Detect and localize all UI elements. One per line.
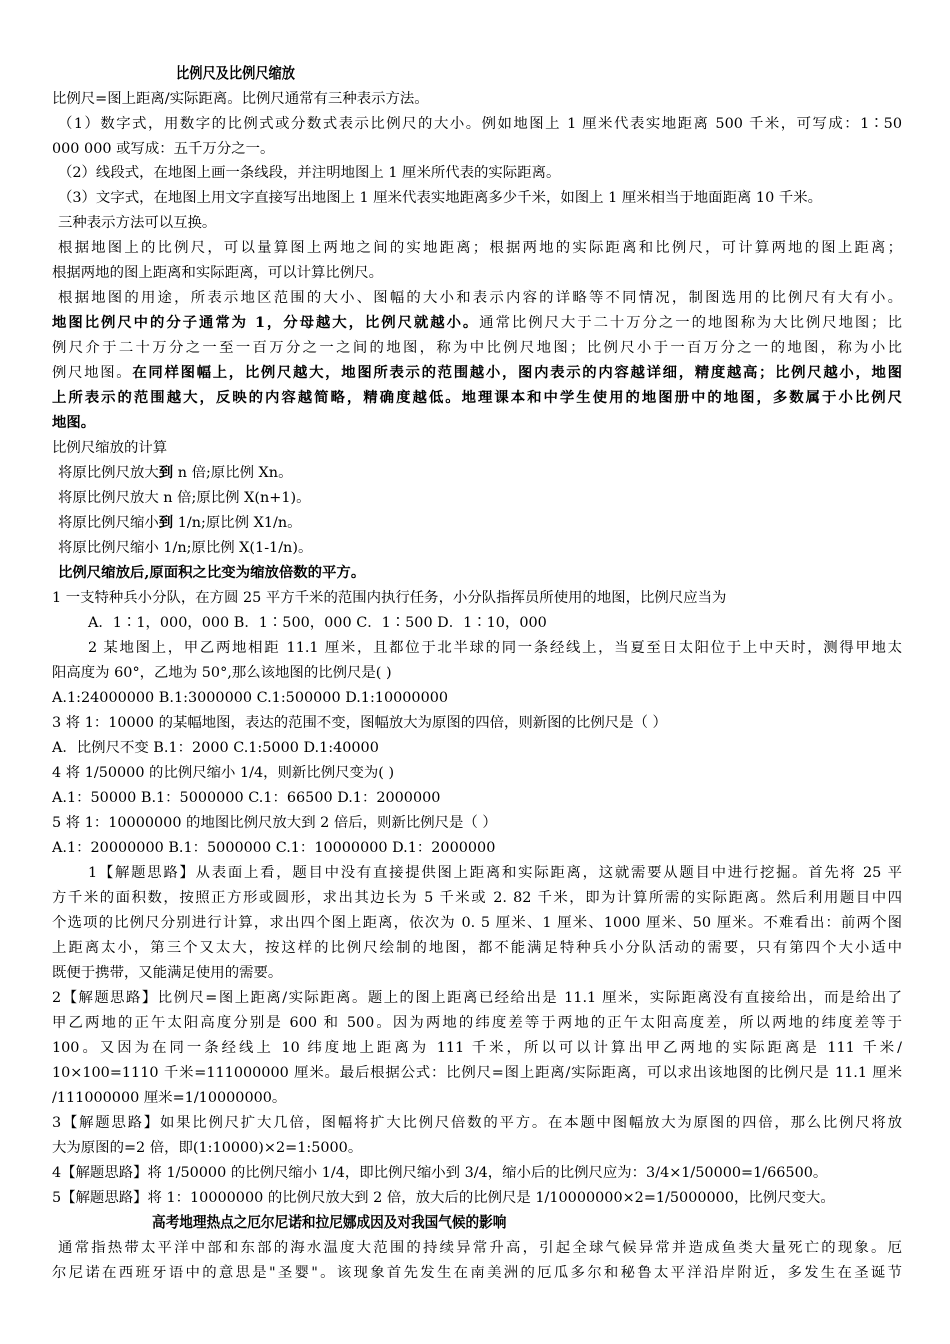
- answer-line: 1【解题思路】从表面上看，题目中没有直接提供图上距离和实际距离，这就需要从题目中进行挖掘。首先将 25 平: [88, 865, 902, 881]
- calc-rule: 将原比例尺缩小到 1/n;原比例 X1/n。: [58, 514, 302, 531]
- paragraph-text: 通常比例尺大于二十万分之一的地图称为大比例尺地图；比: [479, 315, 902, 331]
- question-options: A.1：50000 B.1：5000000 C.1：66500 D.1：2000000: [52, 790, 441, 806]
- calc-heading: 比例尺缩放的计算: [52, 440, 168, 456]
- answer-line: 5【解题思路】将 1：10000000 的比例尺放大到 2 倍，放大后的比例尺是 1/10000000×2=1/5000000，比例尺变大。: [52, 1190, 835, 1206]
- calc-rule: 将原比例尺放大 n 倍;原比例 X(n+1)。: [58, 490, 311, 506]
- paragraph-line: 根据两地的图上距离和实际距离，可以计算比例尺。: [52, 265, 383, 281]
- question-line: 3 将 1：10000 的某幅地图，表达的范围不变，图幅放大为原图的四倍，则新图的比例尺是（ ）: [52, 715, 667, 731]
- paragraph-line: 比例尺=图上距离/实际距离。比例尺通常有三种表示方法。: [52, 91, 429, 107]
- answer-line: 大为原图的=2 倍，即(1:10000)×2=1:5000。: [52, 1140, 363, 1156]
- paragraph-line: 三种表示方法可以互换。: [58, 215, 217, 231]
- answer-line: 甲乙两地的正午太阳高度分别是 600 和 500。因为两地的纬度差等于两地的正午太阳高度差，所以两地的纬度差等于: [52, 1015, 902, 1031]
- calc-rule: 将原比例尺缩小 1/n;原比例 X(1-1/n)。: [58, 540, 313, 556]
- paragraph-text: 例尺地图。: [52, 365, 133, 381]
- paragraph-line: 根据地图的用途，所表示地区范围的大小、图幅的大小和表示内容的详略等不同情况，制图选用的比例尺有大有小。: [58, 290, 902, 306]
- question-options: A．1∶1，000，000 B．1∶500，000 C．1∶500 D．1∶10，000: [88, 615, 547, 631]
- question-line: 5 将 1：10000000 的地图比例尺放大到 2 倍后，则新比例尺是（ ）: [52, 815, 497, 831]
- paragraph-line: （3）文字式，在地图上用文字直接写出地图上 1 厘米代表实地距离多少千米，如图上 1 厘米相当于地面距离 10 千米。: [58, 190, 822, 206]
- question-line: 1 一支特种兵小分队，在方圆 25 平方千米的范围内执行任务，小分队指挥员所使用的地图，比例尺应当为: [52, 590, 727, 606]
- answer-line: 3【解题思路】如果比例尺扩大几倍，图幅将扩大比例尺倍数的平方。在本题中图幅放大为原图的四倍，那么比例尺将放: [52, 1115, 902, 1131]
- paragraph-line: 地图。: [52, 414, 96, 431]
- answer-line: 100。又因为在同一条经线上 10 纬度地上距离为 111 千米，所以可以计算出甲乙两地的实际距离是 111 千米/: [52, 1040, 902, 1056]
- answer-line: 上距离太小，第三个又太大，按这样的比例尺绘制的地图，都不能满足特种兵小分队活动的需要，只有第四个大小适中: [52, 940, 902, 956]
- answer-line: /111000000 厘米=1/10000000。: [52, 1090, 287, 1106]
- paragraph-line: 根据地图上的比例尺，可以量算图上两地之间的实地距离；根据两地的实际距离和比例尺，可计算两地的图上距离；: [58, 240, 902, 256]
- question-line: 4 将 1/50000 的比例尺缩小 1/4，则新比例尺变为( ): [52, 765, 395, 781]
- paragraph-line: （1）数字式，用数字的比例式或分数式表示比例尺的大小。例如地图上 1 厘米代表实地距离 500 千米，可写成：1∶50: [58, 116, 902, 132]
- paragraph-line: [52, 361, 902, 386]
- answer-line: 既便于携带，又能满足使用的需要。: [52, 965, 283, 981]
- bold-rule-text: 地图比例尺中的分子通常为 1，分母越大，比例尺就越小。: [52, 314, 480, 331]
- paragraph-line: 上所表示的范围越大，反映的内容越简略，精确度越低。地理课本和中学生使用的地图册中的地图，多数属于小比例尺: [52, 389, 902, 406]
- question-options: A.1：20000000 B.1：5000000 C.1：10000000 D.1：2000000: [52, 840, 496, 856]
- answer-line: 10×100=1110 千米=111000000 厘米。最后根据公式：比例尺=图上距离/实际距离，可以求出该地图的比例尺是 11.1 厘米: [52, 1065, 902, 1081]
- question-line: 2 某地图上，甲乙两地相距 11.1 厘米，且都位于北半球的同一条经线上，当夏至日太阳位于上中天时，测得甲地太: [88, 640, 902, 656]
- answer-line: 个选项的比例尺分别进行计算，求出四个图上距离，依次为 0. 5 厘米、1 厘米、1000 厘米、50 厘米。不难看出：前两个图: [52, 915, 902, 931]
- answer-line: 方千米的面积数，按照正方形或圆形，求出其边长为 5 千米或 2. 82 千米，即为计算所需的实际距离。然后利用题目中四: [52, 890, 902, 906]
- question-options: A．比例尺不变 B.1：2000 C.1:5000 D.1:40000: [52, 740, 379, 756]
- question-options: A.1:24000000 B.1:3000000 C.1:500000 D.1:10000000: [52, 690, 449, 706]
- question-line: 阳高度为 60°，乙地为 50°,那么该地图的比例尺是( ): [52, 665, 392, 681]
- section-title-el-nino: 高考地理热点之厄尔尼诺和拉尼娜成因及对我国气候的影响: [152, 1214, 507, 1231]
- paragraph-line: 000 000 或写成：五千万分之一。: [52, 141, 275, 157]
- bold-rule-text: 在同样图幅上，比例尺越大，地图所表示的范围越小，图内表示的内容越详细，精度越高；比例尺越小，地图: [132, 364, 902, 381]
- paragraph-line: 尔尼诺在西班牙语中的意思是"圣婴"。该现象首先发生在南美洲的厄瓜多尔和秘鲁太平洋沿岸附近，多发生在圣诞节: [52, 1265, 902, 1281]
- calc-rule: 将原比例尺放大到 n 倍;原比例 Xn。: [58, 464, 293, 481]
- answer-line: 4【解题思路】将 1/50000 的比例尺缩小 1/4，即比例尺缩小到 3/4，缩小后的比例尺应为：3/4×1/50000=1/66500。: [52, 1165, 828, 1181]
- paragraph-line: 例尺介于二十万分之一至一百万分之一之间的地图，称为中比例尺地图；比例尺小于一百万分之一的地图，称为小比: [52, 340, 902, 356]
- paragraph-line: 通常指热带太平洋中部和东部的海水温度大范围的持续异常升高，引起全球气候异常并造成鱼类大量死亡的现象。厄: [58, 1240, 902, 1256]
- paragraph-line: （2）线段式，在地图上画一条线段，并注明地图上 1 厘米所代表的实际距离。: [58, 165, 561, 181]
- paragraph-line: [52, 311, 902, 336]
- area-rule: 比例尺缩放后,原面积之比变为缩放倍数的平方。: [58, 564, 366, 581]
- answer-line: 2【解题思路】比例尺=图上距离/实际距离。题上的图上距离已经给出是 11.1 厘米，实际距离没有直接给出，而是给出了: [52, 990, 902, 1006]
- section-title-scale: 比例尺及比例尺缩放: [176, 65, 296, 82]
